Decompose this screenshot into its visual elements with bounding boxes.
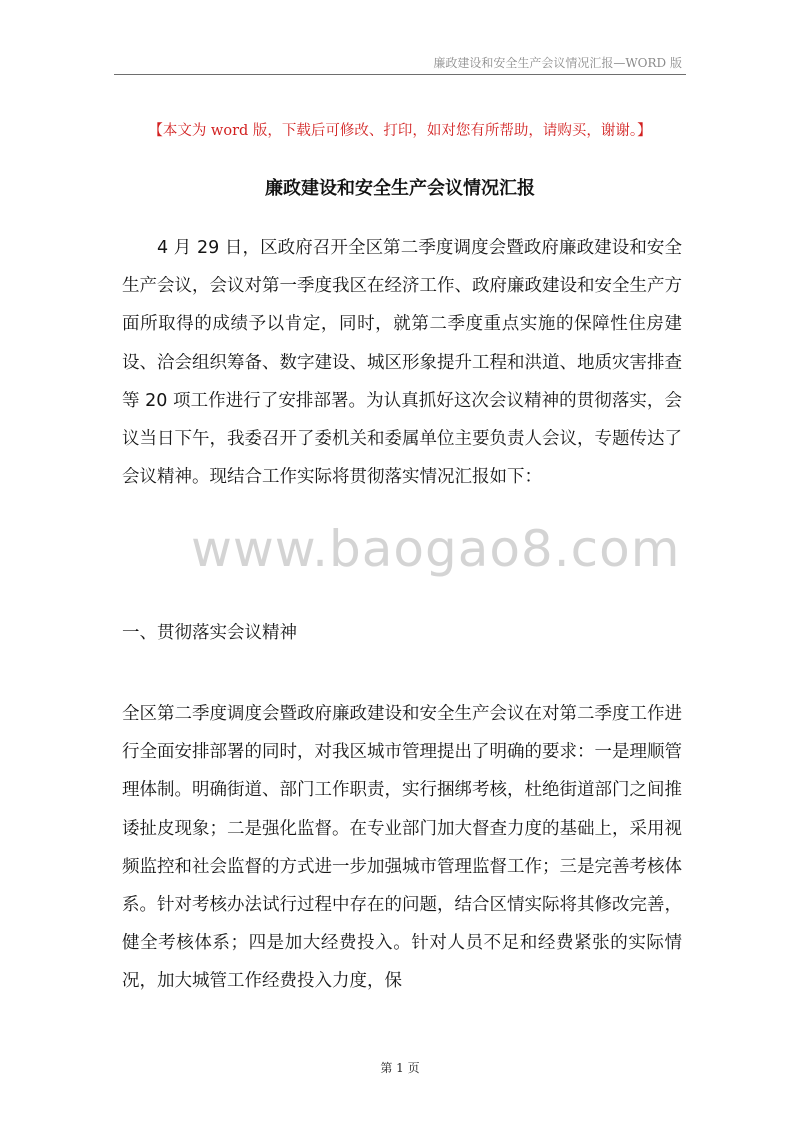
- document-title: 廉政建设和安全生产会议情况汇报: [265, 178, 535, 199]
- running-header: 廉政建设和安全生产会议情况汇报—WORD 版: [433, 56, 682, 70]
- header-divider: [114, 74, 686, 75]
- purchase-notice: 【本文为 word 版，下载后可修改、打印，如对您有所帮助，请购买，谢谢。】: [148, 123, 652, 139]
- paragraph-body: 全区第二季度调度会暨政府廉政建设和安全生产会议在对第二季度工作进行全面安排部署的同时，对我区城市管理提出了明确的要求：一是理顺管理体制。明确街道、部门工作职责，实行捆绑考核，杜绝街道部门之间推诿扯皮现象；二是强化监督。在专业部门加大督查力度的基础上，采用视频监控和社会监督的方式进一步加强城市管理监督工作；三是完善考核体系。针对考核办法试行过程中存在的问题，结合区情实际将其修改完善，健全考核体系；四是加大经费投入。针对人员不足和经费紧张的实际情况，加大城管工作经费投入力度，保: [122, 704, 682, 992]
- page-number: 第 1 页: [380, 1061, 420, 1075]
- watermark: www.baogao8.com: [191, 520, 681, 578]
- section-heading: 一、贯彻落实会议精神: [122, 623, 297, 643]
- paragraph-intro: 4 月 29 日，区政府召开全区第二季度调度会暨政府廉政建设和安全生产会议，会议对第一季度我区在经济工作、政府廉政建设和安全生产方面所取得的成绩予以肯定，同时，就第二季度重点实施的保障性住房建设、洽会组织筹备、数字建设、城区形象提升工程和洪道、地质灾害排查等 20 项工作进行了安排部署。为认真抓好这次会议精神的贯彻落实，会议当日下午，我委召开了委机关和委属单位主要负责人会议，专题传达了会议精神。现结合工作实际将贯彻落实情况汇报如下：: [122, 238, 682, 488]
